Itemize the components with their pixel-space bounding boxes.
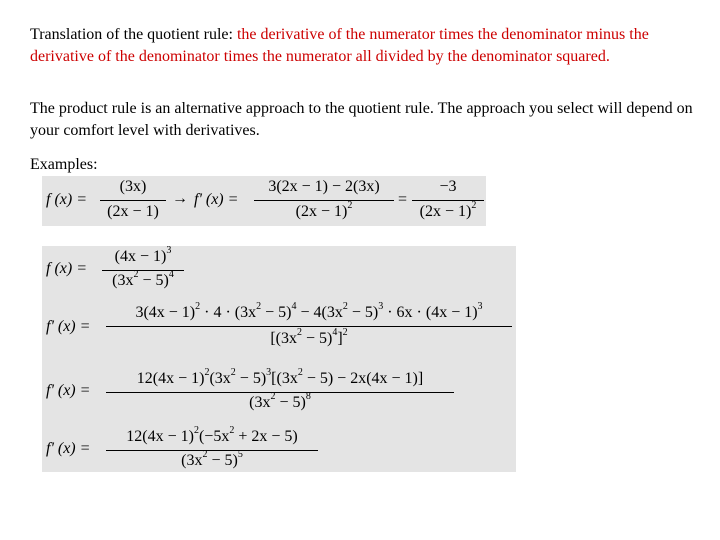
ex2-l2-num-exp3b: 3 xyxy=(477,301,483,312)
ex2-denominator xyxy=(102,269,184,290)
ex2-lhs: f (x) = xyxy=(46,260,87,277)
ex2-l2-den-exp: 4 xyxy=(332,327,338,338)
ex2-l3-num-c: − 5) xyxy=(235,370,267,387)
ex2-l2-num-sq1: 2 xyxy=(195,301,201,312)
ex2-l3-lhs: f' (x) = xyxy=(46,382,91,399)
ex2-den-exp: 4 xyxy=(168,269,174,280)
ex2-l2-numerator xyxy=(106,301,512,322)
ex1-lhs: f (x) = xyxy=(46,191,87,208)
ex2-l3-num-sq1: 2 xyxy=(204,367,210,378)
ex2-l3-num-sq2: 2 xyxy=(230,367,236,378)
ex1-equals: = xyxy=(398,191,408,208)
translation-lead: Translation of the quotient rule: xyxy=(30,26,237,43)
ex2-l3-num-b: (3x xyxy=(209,370,231,387)
example-1-box xyxy=(42,176,486,226)
ex2-l4-num-c: + 2x − 5) xyxy=(234,428,298,445)
ex2-l2-num-f: · 6x · (4x − 1) xyxy=(383,304,478,321)
quotient-rule-translation xyxy=(30,24,698,68)
ex2-l2-num-d: − 4(3x xyxy=(296,304,343,321)
ex2-l4-denominator xyxy=(106,449,318,470)
ex1-arrow: → xyxy=(172,190,188,207)
ex2-l2-num-c: − 5) xyxy=(261,304,292,321)
product-rule-note: The product rule is an alternative approach to the quotient rule. The approach you select will depend on your comfort level with derivatives. xyxy=(30,100,693,139)
ex2-l2-den-a: [(3x xyxy=(270,330,297,347)
ex2-l2-num-b: · 4 · (3x xyxy=(200,304,257,321)
ex1-den2-text: (2x − 1) xyxy=(295,203,348,220)
example-2-box xyxy=(42,246,516,472)
ex2-l2-den-outer-sq: 2 xyxy=(342,327,348,338)
ex2-l3-numerator xyxy=(106,367,454,388)
ex2-l3-num-d: [(3x xyxy=(271,370,298,387)
ex2-den-a: (3x xyxy=(112,272,134,289)
ex1-numerator3: −3 xyxy=(439,178,457,195)
ex2-l3-denominator xyxy=(106,391,454,412)
ex1-den2-exp: 2 xyxy=(347,200,353,211)
ex2-l2-num-exp3a: 3 xyxy=(378,301,384,312)
ex2-l2-num-exp4: 4 xyxy=(291,301,297,312)
ex2-l3-fraction-bar xyxy=(106,392,454,393)
ex2-l3-den-sq: 2 xyxy=(270,391,276,402)
ex2-num-text: (4x − 1) xyxy=(114,248,167,265)
ex2-l4-num-sq2: 2 xyxy=(229,425,235,436)
ex2-l2-denominator xyxy=(106,327,512,348)
examples-label: Examples: xyxy=(30,156,98,173)
ex2-l4-numerator xyxy=(106,425,318,446)
ex1-den3-exp: 2 xyxy=(471,200,477,211)
translation-text: the derivative of the numerator times the denominator minus the derivative of the denominator times the numerator all divided by the denominator squared. xyxy=(30,26,649,65)
ex2-num-exp: 3 xyxy=(166,245,172,256)
ex2-l2-num-a: 3(4x − 1) xyxy=(135,304,196,321)
ex1-numerator2: 3(2x − 1) − 2(3x) xyxy=(268,178,380,195)
ex2-l4-fraction-bar xyxy=(106,450,318,451)
ex2-l2-num-sq3: 2 xyxy=(342,301,348,312)
ex1-lhs2: f' (x) = xyxy=(194,191,239,208)
ex1-denominator2 xyxy=(254,200,394,221)
ex1-denominator: (2x − 1) xyxy=(107,203,159,220)
ex2-numerator xyxy=(102,245,184,266)
ex2-l4-num-sq1: 2 xyxy=(193,425,199,436)
ex2-l3-num-sq3: 2 xyxy=(297,367,303,378)
ex2-l2-num-e: − 5) xyxy=(347,304,379,321)
ex2-l4-num-a: 12(4x − 1) xyxy=(126,428,194,445)
ex2-l4-lhs: f' (x) = xyxy=(46,440,91,457)
ex2-l2-lhs: f' (x) = xyxy=(46,318,91,335)
ex2-l3-den-a: (3x xyxy=(249,394,271,411)
ex2-l3-den-exp: 8 xyxy=(305,391,311,402)
ex2-l2-den-sq: 2 xyxy=(296,327,302,338)
ex1-den3-text: (2x − 1) xyxy=(419,203,472,220)
ex2-l3-den-b: − 5) xyxy=(275,394,306,411)
ex2-l3-num-a: 12(4x − 1) xyxy=(136,370,205,387)
ex2-l3-num-exp3: 3 xyxy=(266,367,272,378)
ex2-l3-num-e: − 5) − 2x(4x − 1)] xyxy=(302,370,424,387)
ex1-fraction-bar2 xyxy=(254,200,394,201)
ex2-l4-den-a: (3x xyxy=(181,452,203,469)
ex2-den-b: − 5) xyxy=(138,272,169,289)
ex2-l4-den-b: − 5) xyxy=(207,452,238,469)
ex2-l2-den-b: − 5) xyxy=(301,330,333,347)
ex2-l4-den-exp: 5 xyxy=(237,449,243,460)
ex2-l2-num-sq2: 2 xyxy=(256,301,262,312)
ex2-l4-num-b: (−5x xyxy=(198,428,230,445)
ex1-denominator3 xyxy=(412,200,484,221)
ex2-den-sq: 2 xyxy=(133,269,139,280)
ex2-l2-den-c: ] xyxy=(337,330,343,347)
ex1-numerator: (3x) xyxy=(119,178,147,195)
ex2-l4-den-sq: 2 xyxy=(202,449,208,460)
ex1-fraction-bar xyxy=(100,200,166,201)
ex2-l2-fraction-bar xyxy=(106,326,512,327)
